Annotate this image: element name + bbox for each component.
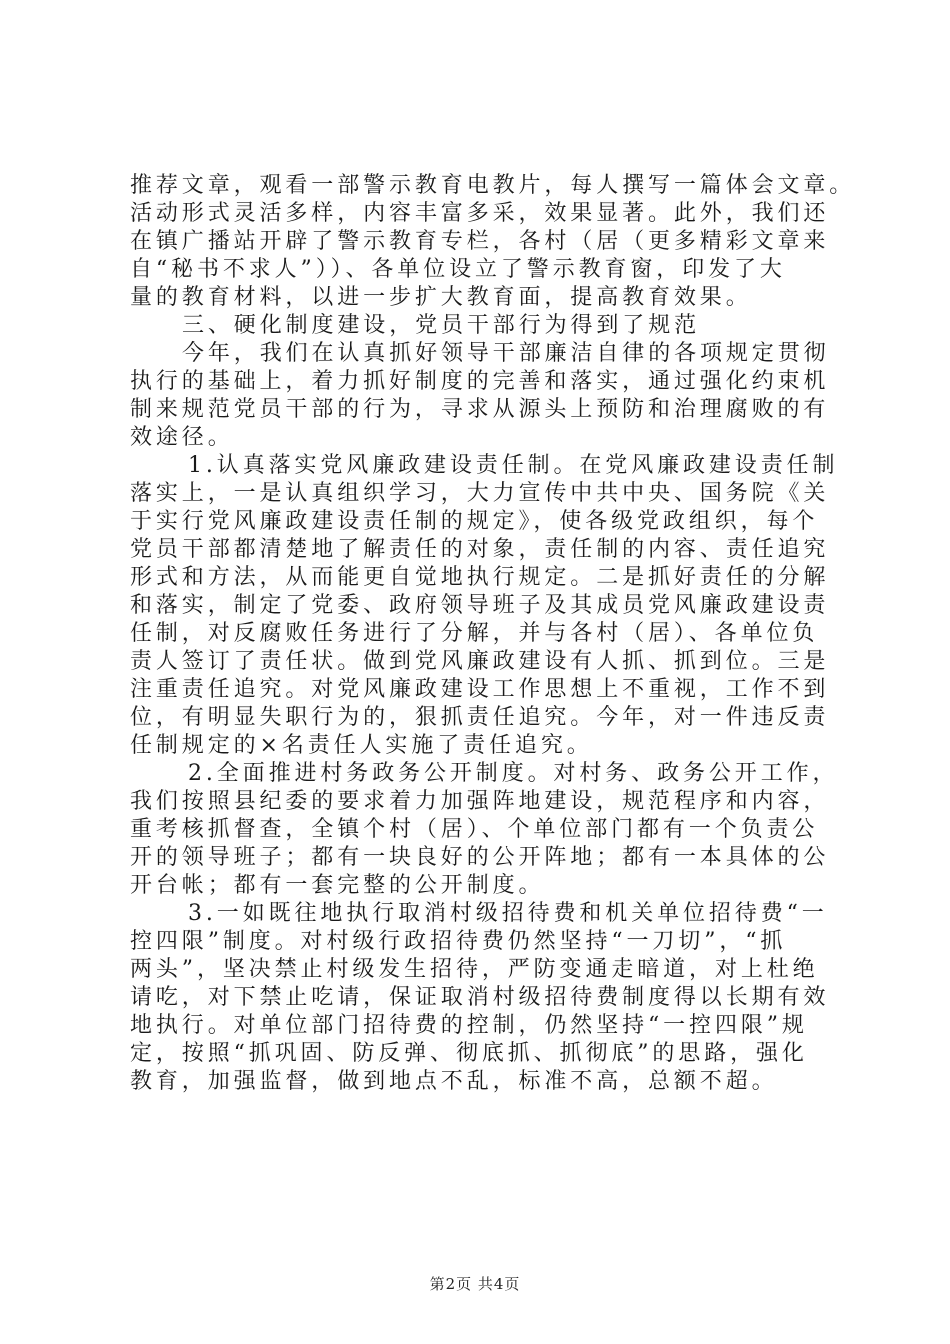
text-line: 重考核抓督查，全镇个村（居）、个单位部门都有一个负责公 [130, 817, 819, 842]
text-line: 开台帐；都有一套完整的公开制度。 [130, 873, 545, 898]
text-line: 地执行。对单位部门招待费的控制，仍然坚持“一控四限”规 [130, 1013, 808, 1038]
text-line: 活动形式灵活多样，内容丰富多采，效果显著。此外，我们还 [130, 201, 830, 226]
text-line: 注重责任追究。对党风廉政建设工作思想上不重视，工作不到 [130, 677, 830, 702]
text-line: 我们按照县纪委的要求着力加强阵地建设，规范程序和内容， [130, 789, 830, 814]
text-line: 落实上，一是认真组织学习，大力宣传中共中央、国务院《关 [130, 481, 830, 506]
list-item-heading: 1.认真落实党风廉政建设责任制。在党风廉政建设责任制 [188, 453, 839, 478]
text-line: 在镇广播站开辟了警示教育专栏，各村（居（更多精彩文章来 [130, 229, 830, 254]
text-line: 位，有明显失职行为的，狠抓责任追究。今年，对一件违反责 [130, 705, 830, 730]
text-line: 于实行党风廉政建设责任制的规定》，使各级党政组织，每个 [130, 509, 819, 534]
text-line: 任制规定的×名责任人实施了责任追究。 [130, 733, 593, 758]
text-line: 定，按照“抓巩固、防反弹、彻底抓、抓彻底”的思路，强化 [130, 1041, 808, 1066]
text-line: 控四限”制度。对村级行政招待费仍然坚持“一刀切”，“抓 [130, 929, 787, 954]
text-line: 量的教育材料，以进一步扩大教育面，提高教育效果。 [130, 285, 752, 310]
text-line: 党员干部都清楚地了解责任的对象，责任制的内容、责任追究 [130, 537, 830, 562]
text-line: 两头”，坚决禁止村级发生招待，严防变通走暗道，对上杜绝 [130, 957, 819, 982]
section-heading: 三、硬化制度建设，党员干部行为得到了规范 [182, 313, 701, 338]
text-line: 和落实，制定了党委、政府领导班子及其成员党风廉政建设责 [130, 593, 830, 618]
text-line: 效途径。 [130, 425, 234, 450]
list-item-heading: 2.全面推进村务政务公开制度。对村务、政务公开工作， [188, 761, 839, 786]
text-line: 请吃，对下禁止吃请，保证取消村级招待费制度得以长期有效 [130, 985, 830, 1010]
page-number-footer: 第2页 共4页 [429, 1275, 521, 1293]
paragraph-first-line: 今年，我们在认真抓好领导干部廉洁自律的各项规定贯彻 [182, 341, 830, 366]
text-line: 制来规范党员干部的行为，寻求从源头上预防和治理腐败的有 [130, 397, 830, 422]
document-body [130, 172, 856, 1096]
text-line: 形式和方法，从而能更自觉地执行规定。二是抓好责任的分解 [130, 565, 830, 590]
text-line: 自“秘书不求人”））、各单位设立了警示教育窗，印发了大 [130, 257, 786, 282]
text-line: 责人签订了责任状。做到党风廉政建设有人抓、抓到位。三是 [130, 649, 830, 674]
text-line: 开的领导班子；都有一块良好的公开阵地；都有一本具体的公 [130, 845, 830, 870]
text-line: 推荐文章，观看一部警示教育电教片，每人撰写一篇体会文章。 [130, 173, 856, 198]
list-item-heading: 3.一如既往地执行取消村级招待费和机关单位招待费“一 [188, 901, 828, 926]
text-line: 执行的基础上，着力抓好制度的完善和落实，通过强化约束机 [130, 369, 830, 394]
text-line: 教育，加强监督，做到地点不乱，标准不高，总额不超。 [130, 1069, 778, 1094]
text-line: 任制，对反腐败任务进行了分解，并与各村（居）、各单位负 [130, 621, 819, 646]
